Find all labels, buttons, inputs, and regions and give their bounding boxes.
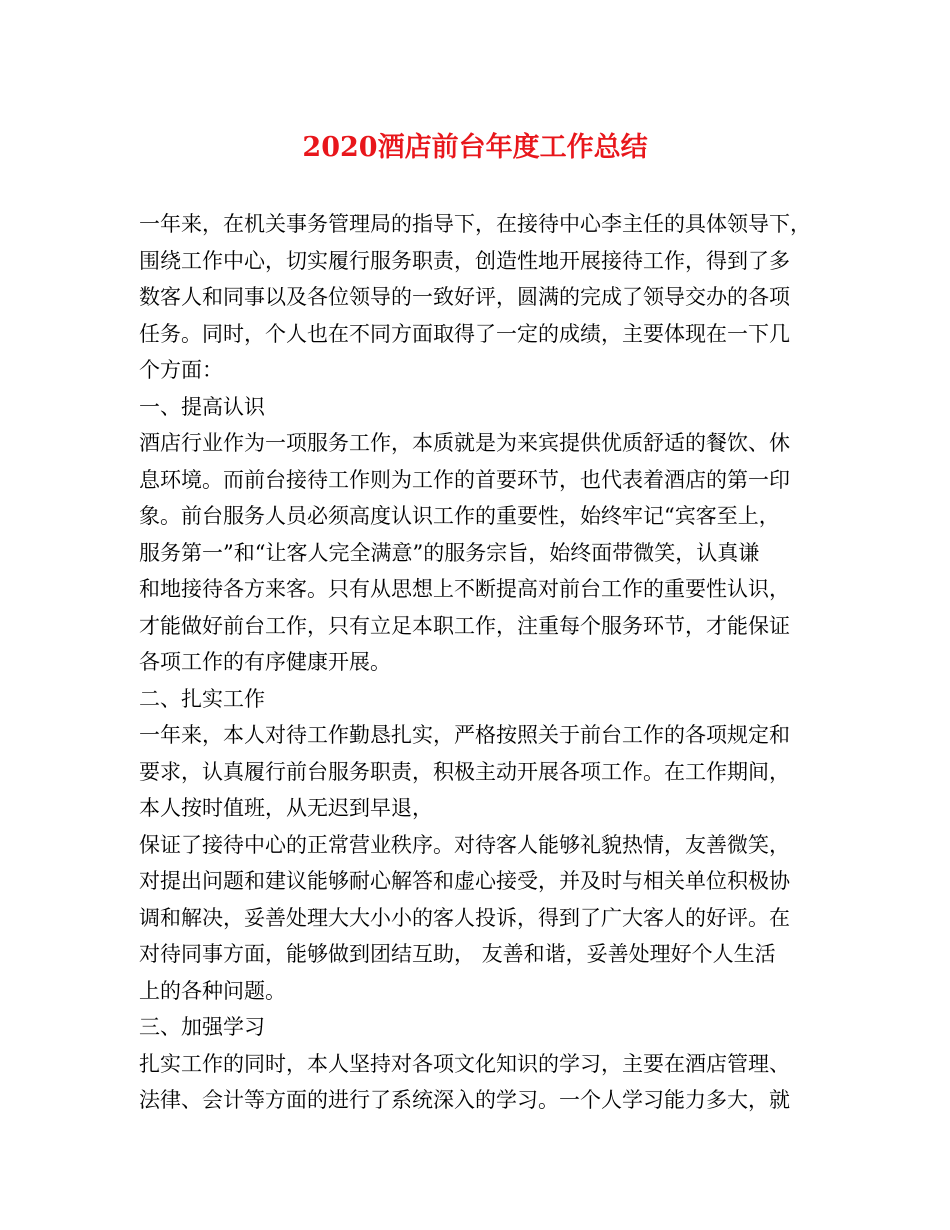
body-line: 对提出问题和建议能够耐心解答和虚心接受，并及时与相关单位积极协 [139,869,790,893]
body-line: 酒店行业作为一项服务工作，本质就是为来宾提供优质舒适的餐饮、休 [139,431,790,455]
body-line: 任务。同时，个人也在不同方面取得了一定的成绩，主要体现在一下几 [139,321,790,346]
body-line: 法律、会计等方面的进行了系统深入的学习。一个人学习能力多大，就 [139,1088,790,1112]
document-title: 2020酒店前台年度工作总结 [302,132,648,163]
body-line: 才能做好前台工作，只有立足本职工作，注重每个服务环节，才能保证 [139,613,790,638]
body-line: 象。前台服务人员必须高度认识工作的重要性，始终牢记“宾客至上， [139,504,780,528]
body-line: 对待同事方面，能够做到团结互助， 友善和谐，妥善处理好个人生活 [139,942,776,966]
body-line: 要求，认真履行前台服务职责，积极主动开展各项工作。在工作期间， [139,759,790,784]
body-line: 保证了接待中心的正常营业秩序。对待客人能够礼貌热情，友善微笑， [139,832,790,857]
body-line: 息环境。而前台接待工作则为工作的首要环节，也代表着酒店的第一印 [139,467,790,492]
body-line: 三、加强学习 [139,1015,265,1039]
body-line: 各项工作的有序健康开展。 [139,650,391,674]
body-line: 一年来，在机关事务管理局的指导下，在接待中心李主任的具体领导下， [139,212,811,236]
body-line: 和地接待各方来客。只有从思想上不断提高对前台工作的重要性认识， [139,577,790,601]
body-line: 调和解决，妥善处理大大小小的客人投诉，得到了广大客人的好评。在 [139,905,790,930]
body-line: 扎实工作的同时，本人坚持对各项文化知识的学习，主要在酒店管理、 [139,1051,790,1076]
body-line: 一年来，本人对待工作勤恳扎实，严格按照关于前台工作的各项规定和 [139,723,790,747]
body-line: 本人按时值班，从无迟到早退， [139,796,433,820]
body-line: 服务第一”和“让客人完全满意”的服务宗旨，始终面带微笑，认真谦 [139,540,760,565]
body-line: 数客人和同事以及各位领导的一致好评，圆满的完成了领导交办的各项 [139,285,790,309]
body-line: 上的各种问题。 [139,978,286,1003]
document-body [139,206,829,1119]
body-line: 一、提高认识 [139,394,265,419]
body-line: 个方面： [139,358,223,382]
body-line: 围绕工作中心，切实履行服务职责，创造性地开展接待工作，得到了多 [139,248,790,273]
body-line: 二、扎实工作 [139,686,265,711]
